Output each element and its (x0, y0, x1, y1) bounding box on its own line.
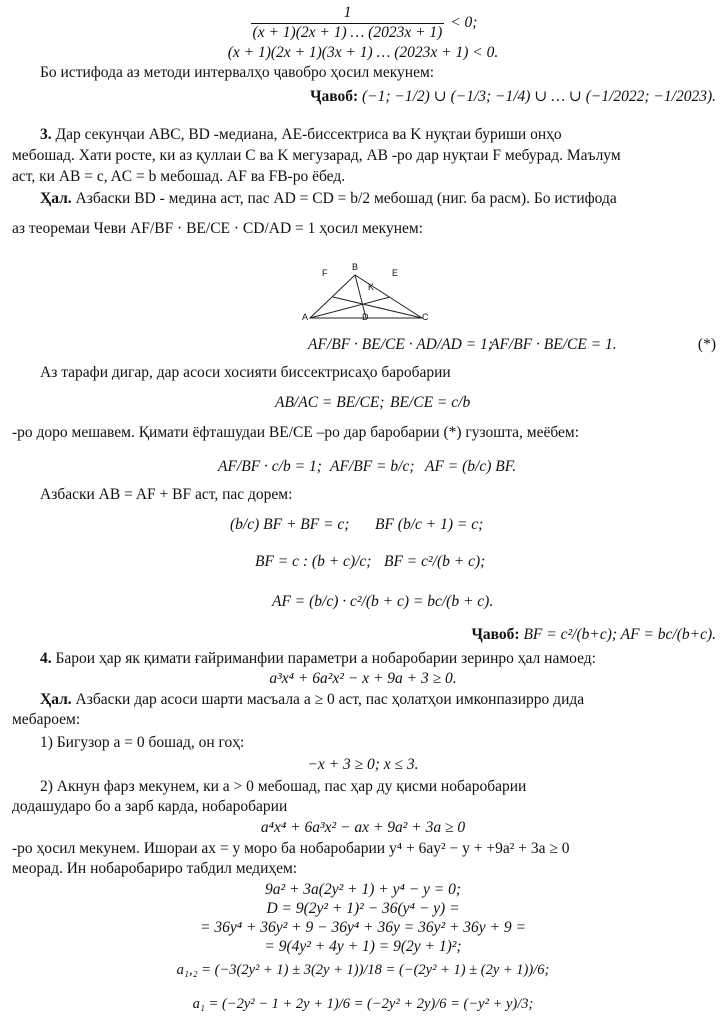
problem-3-statement-3: аст, ки AB = c, AC = b мебошад. AF ва FB-ро ёбед. (12, 168, 346, 185)
answer-text: (−1; −1/2) ∪ (−1/3; −1/4) ∪ … ∪ (−1/2022; −1/2023). (362, 88, 716, 105)
solution-text: Азбаски дар асоси шарти масъала a ≥ 0 аст, пас ҳолатҳои имконпазирро дида (75, 691, 585, 708)
triangle-diagram (300, 270, 440, 325)
label-e: E (392, 268, 399, 278)
case-1: 1) Бигузор a = 0 бошад, он гоҳ: (40, 734, 245, 751)
label-f: F (322, 268, 328, 278)
numerator: 1 (251, 4, 445, 24)
problem-4-inequality: a³x⁴ + 6a²x² − x + 9a + 3 ≥ 0. (269, 670, 457, 687)
equation-sum-5: AF = (b/c) · c²/(b + c) = bc/(b + c). (272, 593, 494, 610)
equation-sum-2: BF (b/c + 1) = c; (375, 516, 484, 533)
equation-sum-4: BF = c²/(b + c); (384, 553, 486, 570)
equation-ceva: AF/BF · BE/CE · AD/AD = 1; (308, 336, 493, 353)
label-k: K (368, 282, 375, 292)
equation-ceva-2: AF/BF · BE/CE = 1. (490, 336, 617, 353)
problem-3-solution-1 (40, 190, 617, 209)
substitution-line-1: -ро ҳосил мекунем. Ишораи ax = y моро ба нобаробарии y⁴ + 6ay² − y + +9a² + 3a ≥ 0 (12, 840, 570, 857)
answer-1 (310, 88, 716, 107)
case-2-equation: a⁴x⁴ + 6a³x² − ax + 9a² + 3a ≥ 0 (260, 819, 466, 836)
case-1-equation: −x + 3 ≥ 0; x ≤ 3. (307, 756, 419, 773)
problem-3-statement-1 (40, 126, 562, 145)
equation-sum-1: (b/c) BF + BF = c; (230, 516, 350, 533)
method-line: Бо истифода аз методи интервалҳо ҷавобро ҳосил мекунем: (40, 64, 435, 81)
product-inequality: (x + 1)(2x + 1)(3x + 1) … (2023x + 1) < 0. (227, 44, 499, 61)
quadratic-equation: 9a² + 3a(2y² + 1) + y⁴ − y = 0; (264, 881, 462, 898)
solution-text: Азбаски BD - медина аст, пас AD = CD = b/2 мебошад (ниг. ба расм). Бо истифода (75, 190, 617, 207)
discriminant-2: = 36y⁴ + 36y² + 9 − 36y⁴ + 36y = 36y² + 36y + 9 = (200, 919, 526, 936)
sum-line: Азбаски AB = AF + BF аст, пас дорем: (40, 486, 293, 503)
roots-equation: a₁,₂ = (−3(2y² + 1) ± 3(2y + 1))/18 = (−(2y² + 1) ± (2y + 1))/6; (176, 962, 550, 978)
equation-sum-3: BF = c : (b + c)/c; (255, 553, 372, 570)
bisector-line: Аз тарафи дигар, дар асоси хосияти биссектрисаҳо баробарии (40, 364, 451, 381)
label-c: C (422, 312, 429, 322)
equation-bisector-2: BE/CE = c/b (390, 394, 471, 411)
frac-inequality (0, 4, 726, 43)
equation-result-3: AF = (b/c) BF. (425, 458, 517, 475)
root-a1-equation: a₁ = (−2y² − 1 + 2y + 1)/6 = (−2y² + 2y)/6 = (−y² + y)/3; (192, 996, 534, 1012)
substitution-line-2: меорад. Ин нобаробариро табдил медиҳем: (12, 860, 298, 877)
problem-number: 4. (40, 650, 52, 667)
answer-label: Ҷавоб: (310, 88, 359, 105)
equation-result-2: AF/BF = b/c; (330, 458, 415, 475)
statement-text: Дар секунҷаи ABC, BD -медиана, AE-биссектриса ва K нуқтаи буриши онҳо (55, 126, 562, 143)
triangle-figure (300, 262, 440, 325)
label-b: B (352, 262, 359, 272)
case-2-line-1: 2) Акнун фарз мекунем, ки a > 0 мебошад, пас ҳар ду қисми нобаробарии (40, 778, 527, 795)
solution-label: Ҳал. (40, 691, 72, 708)
problem-4-solution-2: мебароем: (12, 711, 81, 728)
answer-3 (472, 626, 716, 645)
denominator: (x + 1)(2x + 1) … (2023x + 1) (252, 23, 443, 41)
discriminant-3: = 9(4y² + 4y + 1) = 9(2y + 1)²; (264, 938, 462, 955)
equation-bisector-1: AB/AC = BE/CE; (275, 394, 385, 411)
problem-3-solution-2: аз теоремаи Чеви AF/BF · BE/CE · CD/AD = 1 ҳосил мекунем: (12, 220, 423, 237)
statement-text: Барои ҳар як қимати ғайриманфии параметри a нобаробарии зеринро ҳал намоед: (55, 650, 596, 667)
solution-label: Ҳал. (40, 190, 72, 207)
problem-4-solution-1 (40, 691, 584, 710)
label-a: A (302, 312, 309, 322)
case-2-line-2: додашударо бо a зарб карда, нобаробарии (12, 798, 288, 815)
discriminant-1: D = 9(2y² + 1)² − 36(y⁴ − y) = (266, 900, 460, 917)
problem-number: 3. (40, 126, 52, 143)
problem-4-statement (40, 650, 596, 669)
label-d: D (362, 312, 369, 322)
result-line: -ро доро мешавем. Қимати ёфташудаи BE/CE –ро дар баробарии (*) гузошта, меёбем: (12, 424, 580, 441)
relation: < 0; (450, 13, 478, 31)
equation-tag: (*) (697, 336, 716, 353)
equation-result-1: AF/BF · c/b = 1; (218, 458, 322, 475)
answer-text: BF = c²/(b+c); AF = bc/(b+c). (523, 626, 716, 643)
problem-3-statement-2: мебошад. Хати росте, ки аз қуллаи C ва K мегузарад, AB -ро дар нуқтаи F мебурад. Маълум (12, 147, 621, 164)
answer-label: Ҷавоб: (471, 626, 520, 643)
